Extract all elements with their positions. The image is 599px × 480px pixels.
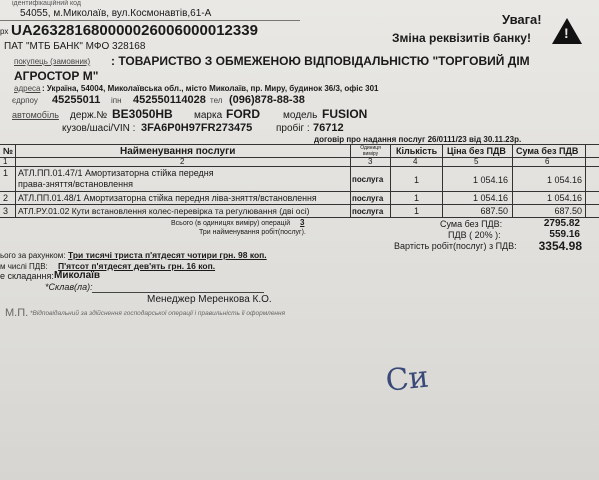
col-number-5: 5 (474, 157, 479, 166)
model-value: FUSION (322, 107, 368, 121)
ops-label: Всього (в одиницях виміру) операцій (171, 220, 291, 227)
row1-number: 1 (3, 168, 9, 178)
total-value: 3354.98 (538, 239, 582, 253)
row3-name-line1: АТЛ.РУ.01.02 Кути встановлення колес-перевірка та регулювання (дві осі) (18, 206, 310, 216)
edrpou-label: єдрпоу (12, 96, 38, 105)
mileage-label: пробіг : (276, 123, 310, 134)
col-header-name: Найменування послуги (120, 146, 236, 157)
col-header-qty: Кількість (396, 146, 438, 156)
vat-value: 559.16 (549, 229, 580, 240)
services-label: Три найменування робіт(послуг). (199, 229, 306, 236)
mileage-value: 76712 (313, 122, 344, 134)
edrpou-note: ідентифікаційний код (12, 0, 82, 7)
words-value: Три тисячі триста п'ятдесят чотири грн. 98 коп. (68, 250, 267, 260)
customer-name-line1: : ТОВАРИСТВО З ОБМЕЖЕНОЮ ВІДПОВІДАЛЬНІСТЮ "ТОРГОВИЙ ДІМ (111, 54, 530, 68)
col-header-price: Ціна без ПДВ (447, 146, 506, 156)
sum-value: 2795.82 (543, 218, 580, 229)
ipn-value: 452550114028 (133, 94, 206, 106)
customer-name-line2: АГРОСТОР М" (14, 69, 99, 83)
col-number-6: 6 (545, 157, 550, 166)
row1-qty: 1 (414, 175, 420, 185)
place-value: Миколаїв (54, 270, 101, 281)
row3-qty: 1 (414, 206, 420, 216)
handwritten-initials: Си (384, 359, 431, 399)
customer-label: покупець (замовник) (14, 57, 91, 66)
car-label: автомобіль (12, 110, 59, 120)
col-number-4: 4 (413, 157, 418, 166)
edrpou-value: 45255011 (52, 94, 101, 106)
signature-line (92, 292, 264, 293)
ipn-label: іпн (111, 96, 122, 105)
iban-number: UA263281680000026006000012339 (11, 22, 258, 39)
row2-sum: 1 054.16 (546, 193, 582, 203)
row3-sum: 687.50 (554, 206, 582, 216)
brand-label: марка (194, 110, 223, 121)
vat-label: ПДВ ( 20% ): (448, 230, 501, 240)
col-number-3: 3 (368, 157, 373, 166)
warning-title: Увага! (502, 12, 542, 27)
row1-price: 1 054.16 (472, 175, 508, 185)
ops-value: 3 (300, 218, 305, 227)
row3-unit: послуга (352, 207, 384, 216)
total-label: Вартість робіт(послуг) з ПДВ: (394, 241, 517, 251)
place-label: е складання: (0, 271, 54, 281)
col-header-unit: Одиниця виміру (360, 145, 381, 157)
contract-line: договір про надання послуг 26/0111/23 від 30.11.23р. (314, 135, 522, 144)
plate-value: BE3050HB (112, 107, 173, 121)
stamp-note: *Відповідальний за здійснення господарської операції і правильність її оформлення (30, 310, 286, 317)
model-label: модель (283, 110, 318, 121)
tel-value: (096)878-88-38 (229, 94, 305, 106)
stamp-label: М.П. (5, 307, 29, 319)
composed-label: *Склав(ла): (45, 282, 93, 292)
row2-qty: 1 (414, 193, 420, 203)
tel-label: тел (210, 96, 223, 105)
row1-unit: послуга (352, 175, 384, 184)
warning-text: Зміна реквізитів банку! (392, 31, 531, 45)
bank-name: ПАТ "МТБ БАНК" МФО 328168 (4, 41, 146, 52)
exclamation-icon: ! (564, 25, 569, 41)
row2-number: 2 (3, 193, 9, 203)
sum-label: Сума без ПДВ: (440, 219, 503, 229)
row2-unit: послуга (352, 194, 384, 203)
row2-price: 1 054.16 (472, 193, 508, 203)
row1-name-line1: АТЛ.ПП.01.47/1 Амортизаторна стійка передня (18, 168, 214, 178)
row3-number: 3 (3, 206, 9, 216)
words-label: ього за рахунком: (0, 251, 66, 260)
words-vat-value: П'ятсот п'ятдесят дев'ять грн. 16 коп. (58, 261, 216, 271)
col-header-sum: Сума без ПДВ (516, 146, 579, 156)
customer-address: : Україна, 54004, Миколаївська обл., місто Миколаїв, пр. Миру, будинок 36/3, офіс 301 (42, 84, 379, 93)
row1-sum: 1 054.16 (546, 175, 582, 185)
plate-label: держ.№ (70, 110, 108, 121)
col-number-1: 1 (3, 157, 8, 166)
seller-address: 54055, м.Миколаїв, вул.Космонавтів,61-А (20, 8, 212, 19)
col-header-number: № (3, 146, 14, 156)
words-vat-label: м числі ПДВ: (0, 262, 48, 271)
brand-value: FORD (226, 107, 260, 121)
iban-prefix: рх (0, 27, 9, 36)
row3-price: 687.50 (480, 206, 508, 216)
row1-name-line2: права-зняття/встановлення (18, 179, 133, 189)
row2-name-line1: АТЛ.ПП.01.48/1 Амортизаторна стійка передня ліва-зняття/встановлення (18, 193, 317, 203)
vin-label: кузов/шасі/VIN : (62, 123, 136, 134)
address-label: адреса (14, 84, 41, 93)
col-number-2: 2 (180, 157, 185, 166)
manager-name: Менеджер Меренкова К.О. (147, 294, 272, 305)
vin-value: 3FA6P0H97FR273475 (141, 122, 253, 134)
